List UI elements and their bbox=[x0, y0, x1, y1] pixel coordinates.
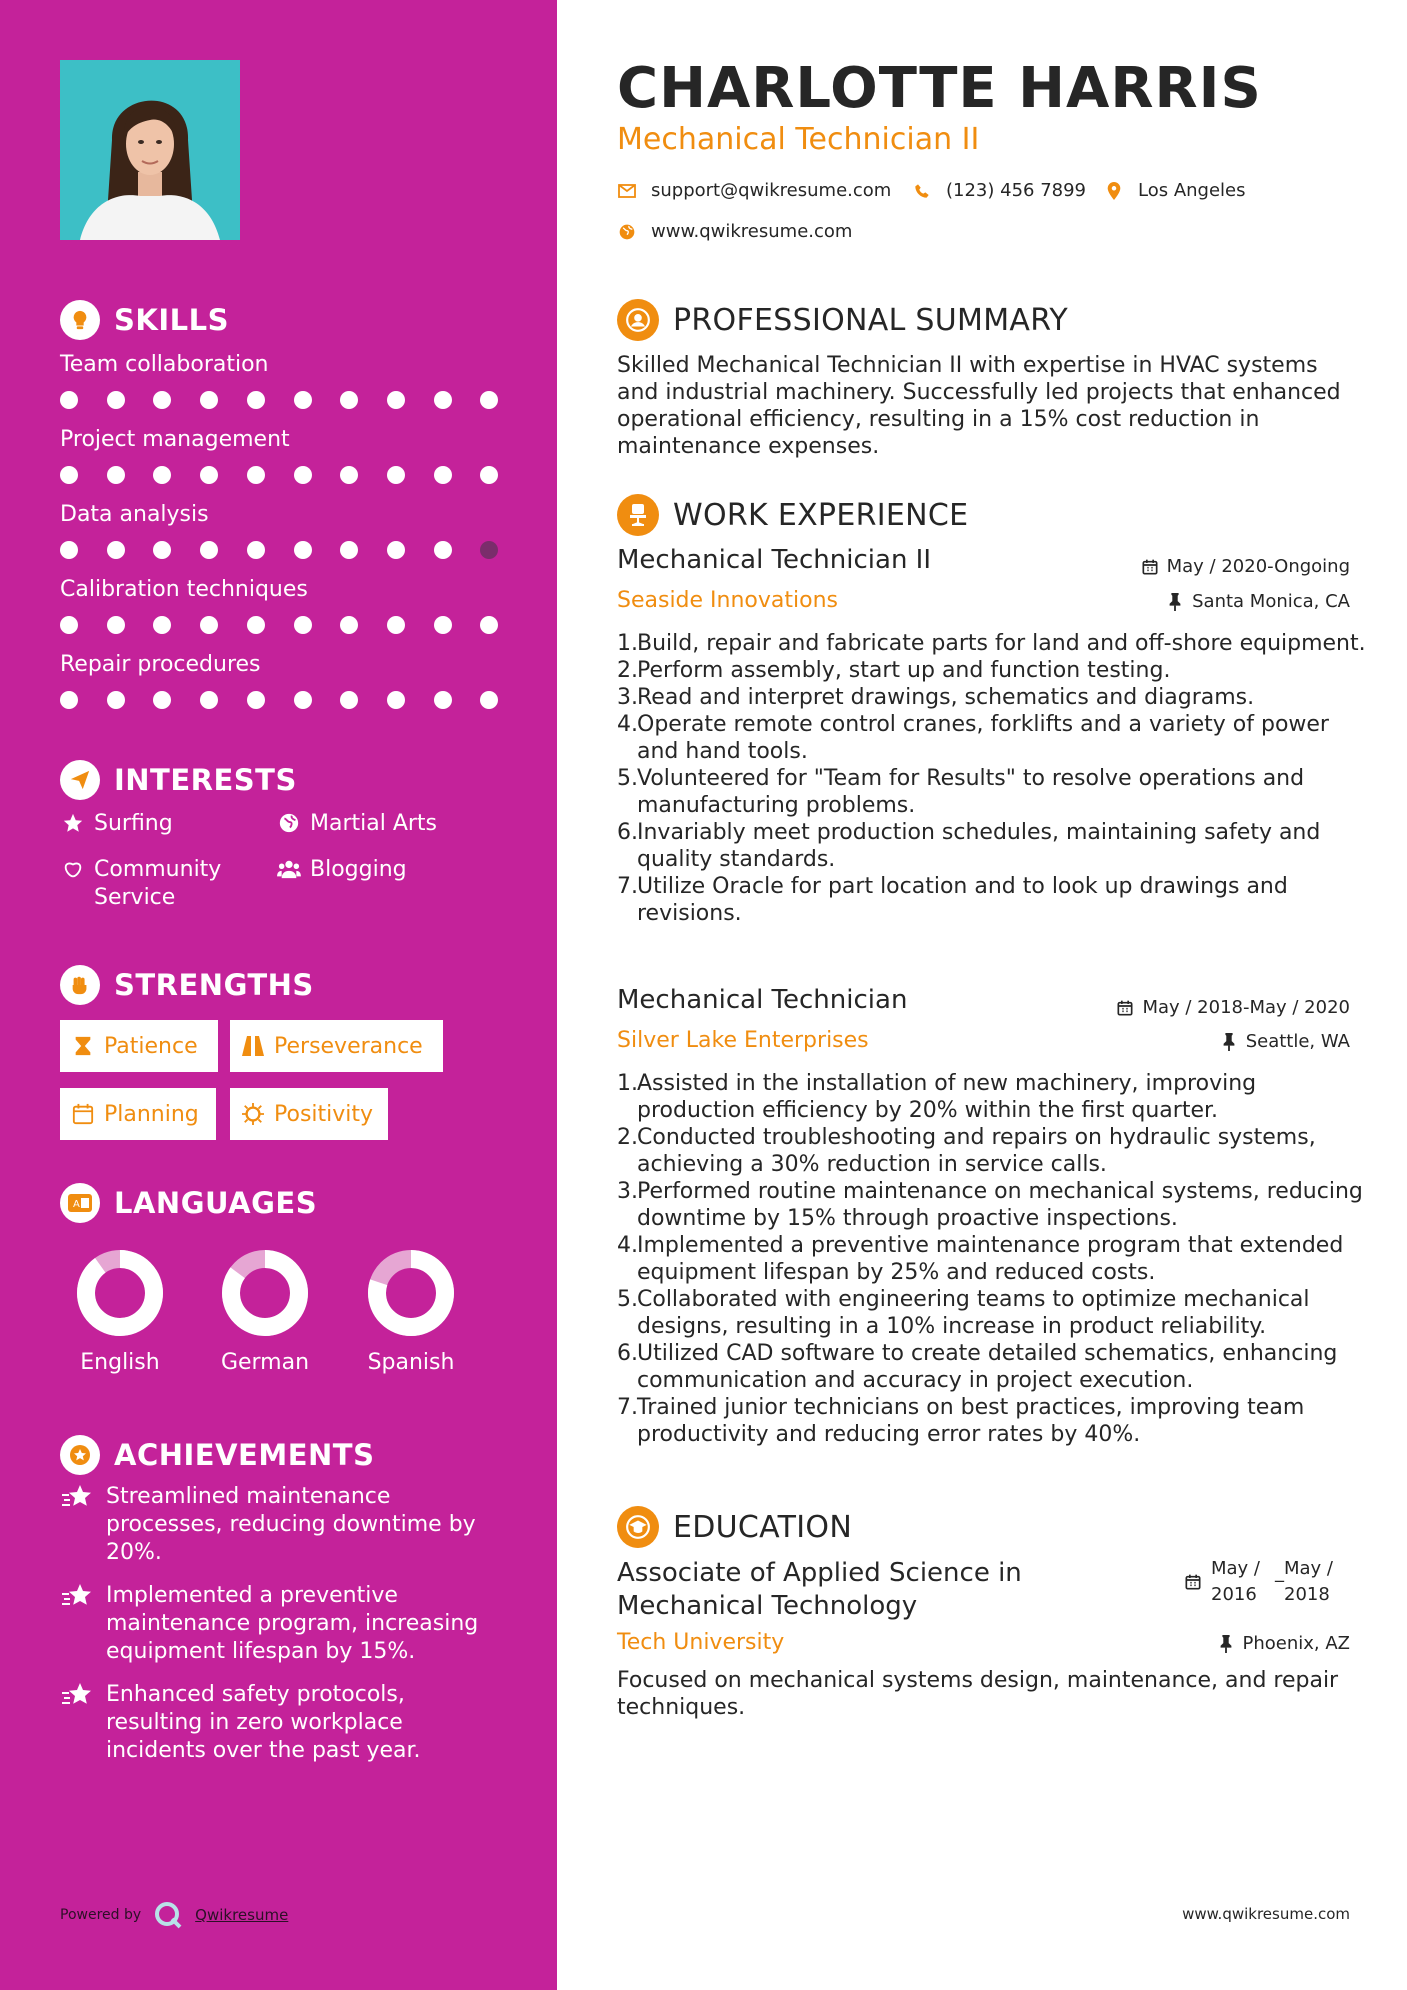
bullet-number: 7. bbox=[617, 1395, 638, 1420]
skill-dot bbox=[200, 391, 218, 409]
bullet-number: 2. bbox=[617, 658, 638, 683]
globe-icon bbox=[276, 810, 302, 836]
achievement-text: Enhanced safety protocols, resulting in zero workplace incidents over the past year. bbox=[106, 1682, 421, 1763]
skill-dot bbox=[247, 391, 265, 409]
skill-dot bbox=[153, 691, 171, 709]
job-dates bbox=[1141, 556, 1350, 577]
skill-dot bbox=[294, 466, 312, 484]
education-heading-text: EDUCATION bbox=[673, 1509, 853, 1545]
strength-badge bbox=[60, 1020, 218, 1072]
interest-label: Community Service bbox=[94, 857, 222, 910]
skill-dot bbox=[480, 466, 498, 484]
job-bullet bbox=[617, 684, 1377, 711]
job-dates-text: May / 2018-May / 2020 bbox=[1142, 997, 1350, 1018]
education-location-text: Phoenix, AZ bbox=[1242, 1633, 1350, 1654]
bullet-number: 5. bbox=[617, 1287, 638, 1312]
job-bullet bbox=[617, 1286, 1377, 1340]
map-pin-icon bbox=[1104, 181, 1124, 201]
education-school: Tech University bbox=[617, 1630, 785, 1655]
summary-heading-text: PROFESSIONAL SUMMARY bbox=[673, 302, 1069, 338]
skill-dot bbox=[434, 466, 452, 484]
sidebar bbox=[0, 0, 557, 1990]
education-description: Focused on mechanical systems design, maintenance, and repair techniques. bbox=[617, 1668, 1339, 1720]
language-label: English bbox=[80, 1350, 160, 1375]
bullet-text: Assisted in the installation of new machinery, improving production efficiency by 20% within the first quarter. bbox=[637, 1071, 1257, 1123]
achievements-heading-text: ACHIEVEMENTS bbox=[114, 1438, 375, 1472]
achievement-item bbox=[60, 1582, 500, 1666]
bullet-number: 3. bbox=[617, 685, 638, 710]
powered-by-text: Powered by bbox=[60, 1907, 142, 1923]
hourglass-icon bbox=[70, 1033, 96, 1059]
bullet-text: Volunteered for "Team for Results" to resolve operations and manufacturing problems. bbox=[637, 766, 1305, 818]
skills-heading-text: SKILLS bbox=[114, 303, 229, 337]
edu-date-separator: _ bbox=[1275, 1562, 1284, 1583]
skill-dot bbox=[434, 391, 452, 409]
edu-start-year: 2016 bbox=[1211, 1584, 1257, 1605]
interest-item bbox=[60, 856, 260, 912]
language-ring-fill bbox=[86, 1259, 154, 1327]
skill-dot bbox=[340, 691, 358, 709]
skill-dot bbox=[200, 691, 218, 709]
job-bullets bbox=[617, 1070, 1377, 1448]
contact-location bbox=[1104, 180, 1246, 201]
languages-heading-text: LANGUAGES bbox=[114, 1186, 318, 1220]
skill-dot bbox=[294, 541, 312, 559]
svg-text:A: A bbox=[73, 1199, 80, 1210]
edu-start-month: May / bbox=[1211, 1558, 1260, 1579]
skill-dot bbox=[200, 466, 218, 484]
job-bullet bbox=[617, 1232, 1377, 1286]
interests-heading bbox=[60, 760, 297, 800]
education-heading bbox=[617, 1505, 852, 1549]
skill-dot bbox=[247, 616, 265, 634]
job-bullet bbox=[617, 1340, 1377, 1394]
calendar-icon bbox=[1185, 1574, 1201, 1595]
job-company: Seaside Innovations bbox=[617, 588, 838, 613]
bullet-number: 5. bbox=[617, 766, 638, 791]
language-item bbox=[70, 1250, 170, 1375]
job-bullet bbox=[617, 1178, 1377, 1232]
fist-icon bbox=[60, 965, 100, 1005]
envelope-icon bbox=[617, 181, 637, 201]
bullet-text: Read and interpret drawings, schematics and diagrams. bbox=[637, 685, 1255, 710]
pushpin-icon bbox=[1220, 1033, 1238, 1051]
job-title: Mechanical Technician bbox=[617, 985, 908, 1015]
skill-dot bbox=[340, 616, 358, 634]
job-location-text: Santa Monica, CA bbox=[1192, 591, 1350, 612]
rocket-star-icon bbox=[60, 1483, 94, 1517]
languages-heading bbox=[60, 1183, 317, 1223]
language-label: Spanish bbox=[367, 1350, 455, 1375]
bullet-text: Invariably meet production schedules, maintaining safety and quality standards. bbox=[637, 820, 1321, 872]
job-bullet bbox=[617, 630, 1377, 657]
degree-line: Associate of Applied Science in bbox=[617, 1558, 1022, 1588]
job-dates-text: May / 2020-Ongoing bbox=[1166, 556, 1350, 577]
degree-line: Mechanical Technology bbox=[617, 1591, 918, 1621]
paper-plane-icon bbox=[60, 760, 100, 800]
candidate-title: Mechanical Technician II bbox=[617, 122, 980, 157]
users-icon bbox=[276, 856, 302, 882]
skill-rating bbox=[60, 616, 500, 636]
candidate-name: CHARLOTTE HARRIS bbox=[617, 56, 1262, 121]
rocket-star-icon bbox=[60, 1582, 94, 1616]
skill-dot bbox=[247, 691, 265, 709]
job-bullet bbox=[617, 873, 1377, 927]
bullet-text: Utilized CAD software to create detailed schematics, enhancing communication and accuracy in project execution. bbox=[637, 1341, 1338, 1393]
sun-icon bbox=[240, 1101, 266, 1127]
rocket-star-icon bbox=[60, 1681, 94, 1715]
skill-dot bbox=[480, 616, 498, 634]
qwikresume-link[interactable]: Qwikresume bbox=[195, 1906, 289, 1924]
strength-label: Planning bbox=[104, 1101, 199, 1127]
skill-dot bbox=[434, 691, 452, 709]
bullet-number: 7. bbox=[617, 874, 638, 899]
bullet-text: Performed routine maintenance on mechanical systems, reducing downtime by 15% through proactive inspections. bbox=[637, 1179, 1363, 1231]
language-ring bbox=[368, 1250, 454, 1336]
achievements-heading bbox=[60, 1435, 374, 1475]
skill-name: Project management bbox=[60, 427, 290, 452]
skill-dot bbox=[340, 391, 358, 409]
email-text: support@qwikresume.com bbox=[651, 180, 892, 201]
contact-website[interactable] bbox=[617, 221, 852, 242]
strength-label: Perseverance bbox=[274, 1033, 423, 1059]
skill-rating bbox=[60, 691, 500, 711]
profile-photo bbox=[60, 60, 240, 240]
strength-label: Positivity bbox=[274, 1101, 374, 1127]
strength-badge bbox=[60, 1088, 216, 1140]
pushpin-icon bbox=[1217, 1635, 1235, 1653]
interest-label: Surfing bbox=[94, 811, 173, 836]
interest-label: Martial Arts bbox=[310, 811, 438, 836]
skill-dot bbox=[434, 541, 452, 559]
bullet-number: 4. bbox=[617, 712, 638, 737]
job-bullet bbox=[617, 711, 1377, 765]
language-ring bbox=[77, 1250, 163, 1336]
interest-item bbox=[60, 810, 173, 838]
skill-dot bbox=[60, 541, 78, 559]
globe-icon bbox=[617, 222, 637, 242]
footer-website[interactable]: www.qwikresume.com bbox=[1182, 1905, 1350, 1923]
job-location-text: Seattle, WA bbox=[1245, 1031, 1350, 1052]
bullet-text: Trained junior technicians on best practices, improving team productivity and reducing error rates by 40%. bbox=[637, 1395, 1305, 1447]
skill-dot bbox=[107, 616, 125, 634]
skill-dot bbox=[247, 466, 265, 484]
hands-icon bbox=[60, 856, 86, 882]
skill-dot bbox=[200, 541, 218, 559]
skill-rating bbox=[60, 466, 500, 486]
skill-dot bbox=[107, 391, 125, 409]
bullet-number: 6. bbox=[617, 820, 638, 845]
skill-dot bbox=[107, 691, 125, 709]
job-bullet bbox=[617, 1124, 1377, 1178]
skill-dot bbox=[60, 616, 78, 634]
skill-dot bbox=[434, 616, 452, 634]
calendar-icon bbox=[70, 1101, 96, 1127]
job-bullet bbox=[617, 1070, 1377, 1124]
skill-dot bbox=[294, 616, 312, 634]
language-ring bbox=[222, 1250, 308, 1336]
interests-heading-text: INTERESTS bbox=[114, 763, 297, 797]
job-company: Silver Lake Enterprises bbox=[617, 1028, 869, 1053]
summary-text: Skilled Mechanical Technician II with expertise in HVAC systems and industrial machinery. Successfully led projects that enhanced operational efficiency, resulting in a 15% cost reduction in maintenance expenses. bbox=[617, 353, 1341, 459]
bullet-number: 2. bbox=[617, 1125, 638, 1150]
strengths-heading bbox=[60, 965, 314, 1005]
skill-dot bbox=[153, 541, 171, 559]
contact-email[interactable] bbox=[617, 180, 891, 201]
achievement-text: Streamlined maintenance processes, reducing downtime by 20%. bbox=[106, 1484, 476, 1565]
skill-dot bbox=[387, 691, 405, 709]
edu-end-month: May / bbox=[1284, 1558, 1333, 1579]
location-text: Los Angeles bbox=[1138, 180, 1246, 201]
user-icon bbox=[617, 299, 659, 341]
job-bullet bbox=[617, 657, 1377, 684]
job-location bbox=[1166, 591, 1350, 612]
language-label: German bbox=[220, 1350, 310, 1375]
bullet-text: Implemented a preventive maintenance program that extended equipment lifespan by 25% and reduced costs. bbox=[637, 1233, 1344, 1285]
main-content bbox=[557, 0, 1407, 1990]
achievement-item bbox=[60, 1483, 500, 1567]
chair-icon bbox=[617, 494, 659, 536]
bullet-text: Utilize Oracle for part location and to look up drawings and revisions. bbox=[637, 874, 1288, 926]
achievement-item bbox=[60, 1681, 500, 1765]
skills-heading bbox=[60, 300, 229, 340]
skill-dot bbox=[60, 391, 78, 409]
skill-name: Calibration techniques bbox=[60, 577, 308, 602]
interest-label: Blogging bbox=[310, 857, 407, 882]
job-location bbox=[1220, 1031, 1350, 1052]
language-item bbox=[361, 1250, 461, 1375]
education-location bbox=[1217, 1633, 1351, 1654]
skill-dot bbox=[480, 691, 498, 709]
pushpin-icon bbox=[1166, 593, 1184, 611]
achievement-text: Implemented a preventive maintenance program, increasing equipment lifespan by 15%. bbox=[106, 1583, 479, 1664]
award-star-icon bbox=[60, 1435, 100, 1475]
skill-rating bbox=[60, 541, 500, 561]
education-dates bbox=[1185, 1558, 1345, 1608]
bullet-text: Collaborated with engineering teams to optimize mechanical designs, resulting in a 10% increase in product reliability. bbox=[637, 1287, 1310, 1339]
job-bullets bbox=[617, 630, 1377, 927]
qwikresume-logo-icon bbox=[153, 1900, 183, 1930]
skill-dot bbox=[387, 391, 405, 409]
skill-dot bbox=[153, 616, 171, 634]
summary-heading bbox=[617, 298, 1068, 342]
bullet-text: Conducted troubleshooting and repairs on hydraulic systems, achieving a 30% reduction in service calls. bbox=[637, 1125, 1316, 1177]
skill-name: Repair procedures bbox=[60, 652, 261, 677]
skill-dot bbox=[60, 691, 78, 709]
translate-icon bbox=[60, 1183, 100, 1223]
skill-dot bbox=[153, 391, 171, 409]
skill-dot bbox=[340, 466, 358, 484]
skill-name: Data analysis bbox=[60, 502, 209, 527]
powered-by bbox=[60, 1900, 288, 1930]
skill-dot bbox=[294, 391, 312, 409]
skill-dot bbox=[387, 466, 405, 484]
strength-badge bbox=[230, 1088, 388, 1140]
skill-dot bbox=[387, 541, 405, 559]
road-icon bbox=[240, 1033, 266, 1059]
bullet-text: Perform assembly, start up and function testing. bbox=[637, 658, 1171, 683]
experience-heading-text: WORK EXPERIENCE bbox=[673, 497, 969, 533]
website-text: www.qwikresume.com bbox=[651, 221, 853, 242]
job-bullet bbox=[617, 765, 1377, 819]
job-bullet bbox=[617, 819, 1377, 873]
language-item bbox=[215, 1250, 315, 1375]
strength-badge bbox=[230, 1020, 443, 1072]
phone-icon bbox=[912, 181, 932, 201]
skill-name: Team collaboration bbox=[60, 352, 269, 377]
bullet-text: Build, repair and fabricate parts for land and off-shore equipment. bbox=[637, 631, 1366, 656]
bullet-text: Operate remote control cranes, forklifts and a variety of power and hand tools. bbox=[637, 712, 1329, 764]
skill-dot bbox=[387, 616, 405, 634]
skill-dot bbox=[153, 466, 171, 484]
skill-dot bbox=[294, 691, 312, 709]
job-dates bbox=[1116, 997, 1350, 1018]
star-icon bbox=[60, 810, 86, 836]
skill-dot bbox=[107, 466, 125, 484]
skill-dot bbox=[107, 541, 125, 559]
skill-dot bbox=[60, 466, 78, 484]
edu-end-year: 2018 bbox=[1284, 1584, 1330, 1605]
education-degree bbox=[617, 1557, 1022, 1623]
job-bullet bbox=[617, 1394, 1377, 1448]
skill-dot bbox=[480, 541, 498, 559]
bullet-number: 1. bbox=[617, 631, 638, 656]
skill-rating bbox=[60, 391, 500, 411]
bullet-number: 1. bbox=[617, 1071, 638, 1096]
strength-label: Patience bbox=[104, 1033, 198, 1059]
experience-heading bbox=[617, 493, 968, 537]
graduation-cap-icon bbox=[617, 1506, 659, 1548]
bullet-number: 6. bbox=[617, 1341, 638, 1366]
skill-dot bbox=[247, 541, 265, 559]
strengths-heading-text: STRENGTHS bbox=[114, 968, 314, 1002]
calendar-icon bbox=[1141, 558, 1159, 576]
skill-dot bbox=[480, 391, 498, 409]
phone-text: (123) 456 7899 bbox=[946, 180, 1087, 201]
lightbulb-icon bbox=[60, 300, 100, 340]
job-title: Mechanical Technician II bbox=[617, 545, 932, 575]
interest-item bbox=[276, 810, 437, 838]
skill-dot bbox=[200, 616, 218, 634]
skill-dot bbox=[340, 541, 358, 559]
calendar-icon bbox=[1116, 999, 1134, 1017]
contact-phone[interactable] bbox=[912, 180, 1086, 201]
interest-item bbox=[276, 856, 407, 884]
bullet-number: 4. bbox=[617, 1233, 638, 1258]
bullet-number: 3. bbox=[617, 1179, 638, 1204]
